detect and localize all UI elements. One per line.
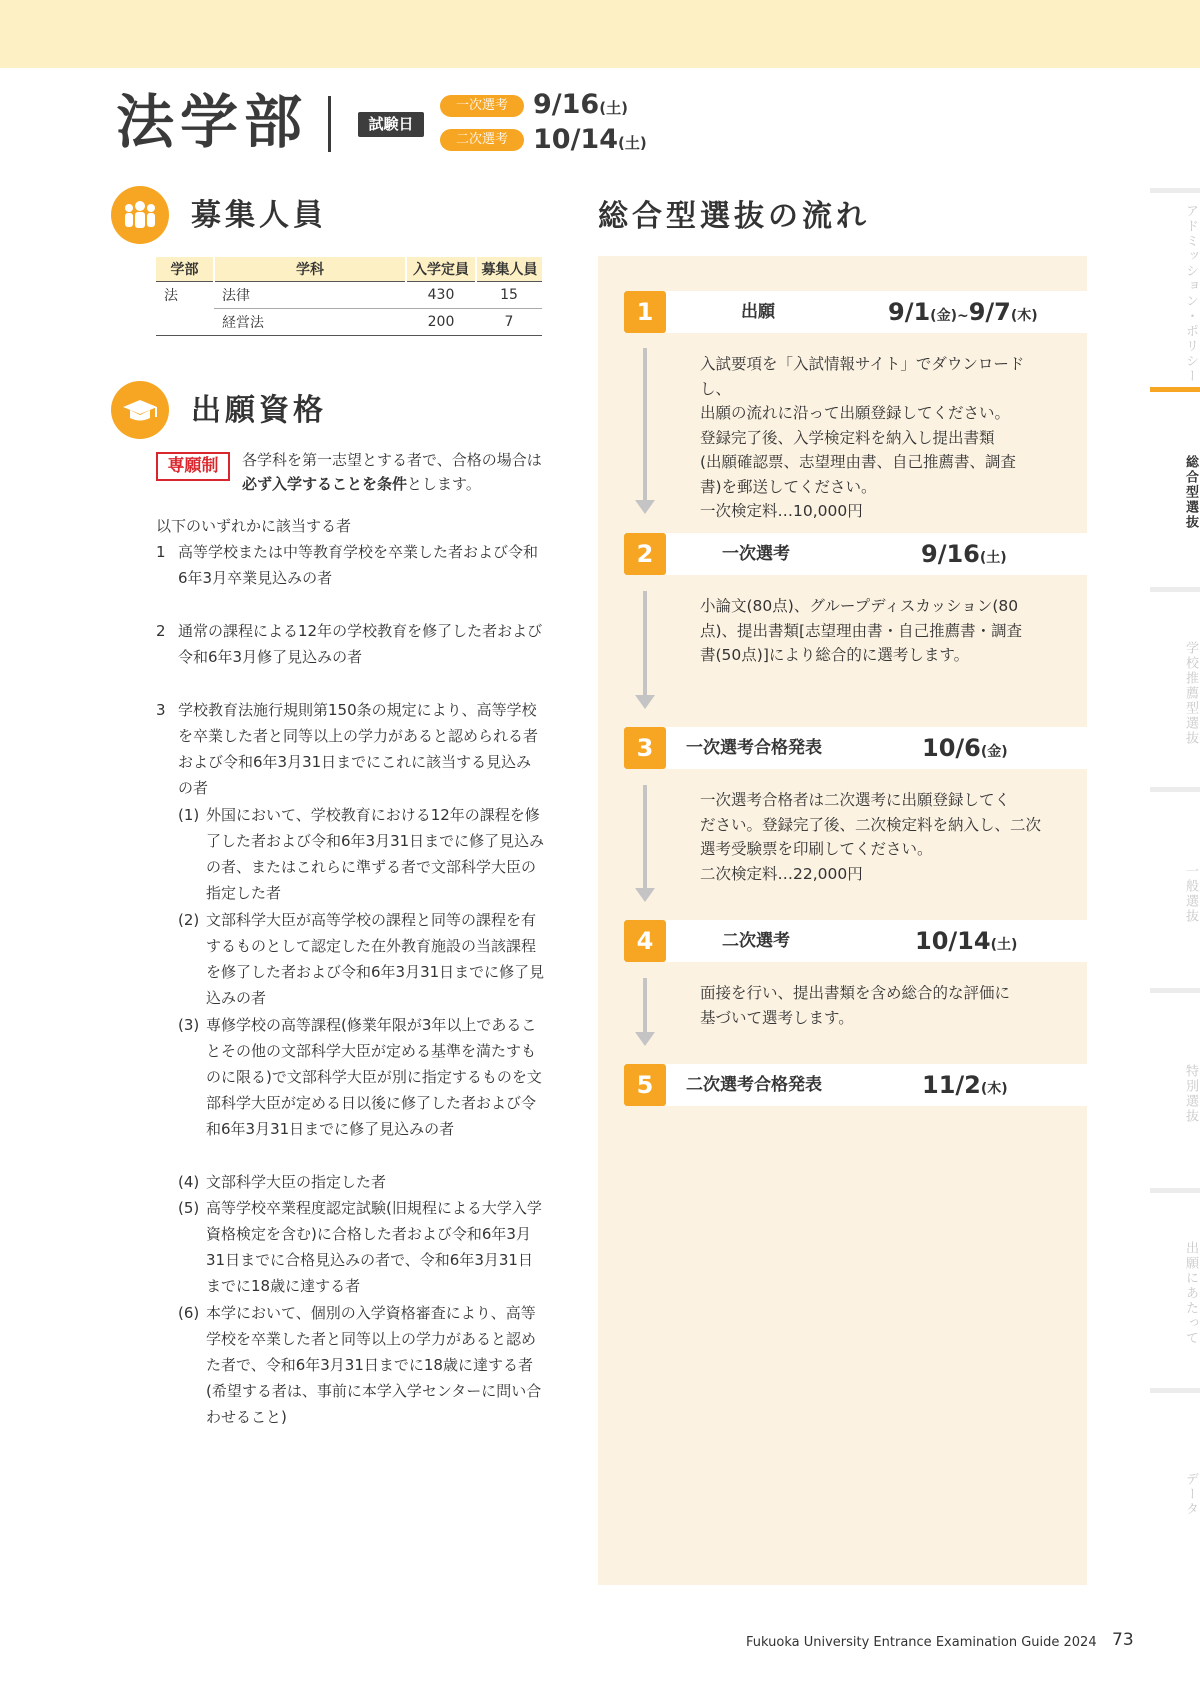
tab-school-recommendation[interactable]: 学校推薦型選抜 — [1183, 640, 1198, 746]
down-arrow-icon — [637, 978, 653, 1046]
subitem-number: (5) — [178, 1199, 200, 1217]
item-number: 3 — [156, 701, 166, 719]
step-dow-start: (土) — [990, 937, 1018, 953]
exclusive-text-post: とします。 — [407, 475, 481, 493]
table-row — [156, 308, 542, 335]
eligibility-subitem — [178, 1012, 546, 1142]
step-date — [922, 727, 1008, 773]
footer-guide-title: Fukuoka University Entrance Examination Guide 2024 — [746, 1635, 1097, 1650]
first-stage-pill: 一次選考 — [440, 95, 524, 117]
step-dow-end: (木) — [1010, 308, 1038, 324]
table-header-row — [156, 257, 542, 281]
step-dow-start: (金) — [930, 308, 957, 324]
step-description-line: 面接を行い、提出書類を含め総合的な評価に — [700, 984, 1011, 1002]
down-arrow-icon — [637, 785, 653, 902]
step-description-line: 選考受験票を印刷してください。 — [700, 840, 933, 858]
subitem-text: 外国において、学校教育における12年の課程を修了した者および令和6年3月31日までに修了見込みの者、またはこれらに準ずる者で文部科学大臣の指定した者 — [206, 806, 545, 902]
exclusive-badge: 専願制 — [156, 452, 230, 481]
subitem-number: (6) — [178, 1304, 200, 1322]
exclusive-text-pre: 各学科を第一志望とする者で、合格の場合は — [242, 451, 542, 469]
first-stage-date-value: 9/16 — [533, 89, 600, 120]
subitem-number: (3) — [178, 1016, 200, 1034]
col-recruit: 募集人員 — [476, 257, 542, 281]
tab-application-notes[interactable]: 出願にあたって — [1183, 1240, 1198, 1346]
cell-faculty — [156, 308, 214, 335]
cell-department: 法律 — [214, 281, 406, 308]
tab-divider — [1150, 1388, 1200, 1393]
step-label: 二次選考 — [722, 931, 790, 951]
step-description-line: 一次検定料…10,000円 — [700, 502, 863, 520]
eligibility-subitem — [178, 1195, 546, 1299]
col-faculty: 学部 — [156, 257, 214, 281]
table-row — [156, 281, 542, 308]
first-stage-date — [533, 90, 628, 123]
tab-divider — [1150, 587, 1200, 592]
step-description-line: 二次検定料…22,000円 — [700, 864, 863, 883]
eligibility-item — [156, 539, 546, 591]
step-description-line: 入試要項を「入試情報サイト」でダウンロードし、 — [700, 355, 1025, 398]
tab-divider — [1150, 787, 1200, 792]
step-description — [700, 788, 1050, 886]
cell-capacity: 200 — [406, 308, 476, 335]
step-bar — [624, 920, 1087, 962]
step-description-line: 出願の流れに沿って出願登録してください。 — [700, 404, 1011, 422]
eligibility-subitem — [178, 802, 546, 906]
subitem-text: 文部科学大臣の指定した者 — [206, 1173, 387, 1191]
step-number: 2 — [624, 533, 666, 575]
subitem-text: 専修学校の高等課程(修業年限が3年以上であることその他の文部科学大臣が定める基準を満たすものに限る)で文部科学大臣が別に指定するものを文部科学大臣が定める日以後に修了した者および令和6年3月31日までに修了見込みの者 — [206, 1016, 542, 1138]
step-date-start: 10/14 — [915, 927, 991, 955]
col-capacity: 入学定員 — [406, 257, 476, 281]
step-label: 出願 — [741, 302, 775, 322]
exam-day-badge: 試験日 — [358, 112, 424, 137]
step-date-separator: ~ — [956, 308, 969, 324]
exclusive-text-bold: 必ず入学することを条件 — [242, 475, 408, 493]
eligibility-subitem — [178, 1300, 546, 1430]
step-date-start: 9/1 — [888, 298, 931, 326]
page-number: 73 — [1112, 1630, 1134, 1650]
tab-divider — [1150, 988, 1200, 993]
recruitment-title: 募集人員 — [191, 198, 327, 233]
step-description-line: 基づいて選考します。 — [700, 1008, 854, 1027]
item-number: 2 — [156, 622, 166, 640]
tab-divider — [1150, 188, 1200, 193]
step-dow-start: (木) — [980, 1081, 1008, 1097]
tab-special-selection[interactable]: 特別選抜 — [1183, 1064, 1198, 1124]
step-description — [700, 594, 1050, 668]
top-color-band — [0, 0, 1200, 68]
col-department: 学科 — [214, 257, 406, 281]
step-date-start: 10/6 — [922, 734, 981, 762]
tab-admission-policy[interactable]: アドミッション・ポリシー — [1183, 204, 1198, 384]
subitem-number: (4) — [178, 1173, 200, 1191]
step-description — [700, 352, 1050, 524]
eligibility-item — [156, 618, 546, 670]
item-text: 高等学校または中等教育学校を卒業した者および令和6年3月卒業見込みの者 — [178, 543, 539, 587]
tab-divider — [1150, 1188, 1200, 1193]
cell-capacity: 430 — [406, 281, 476, 308]
step-description-line: 書)を郵送してください。 — [700, 477, 877, 496]
step-date-start: 11/2 — [922, 1071, 981, 1099]
step-date — [915, 920, 1017, 966]
subitem-text: 高等学校卒業程度認定試験(旧規程による大学入学資格検定を含む)に合格した者および令和6年3月31日までに合格見込みの者で、令和6年3月31日までに18歳に達する者 — [206, 1199, 542, 1295]
tab-general-selection[interactable]: 一般選抜 — [1183, 864, 1198, 924]
step-description-line: ださい。登録完了後、二次検定料を納入し、二次 — [700, 815, 1042, 834]
step-description-line: 登録完了後、入学検定料を納入し提出書類 — [700, 428, 995, 447]
down-arrow-icon — [637, 591, 653, 709]
faculty-title: 法学部 — [116, 88, 309, 156]
first-stage-dow: (土) — [599, 99, 628, 117]
subitem-number: (1) — [178, 806, 200, 824]
flow-title: 総合型選抜の流れ — [598, 199, 870, 234]
step-date — [888, 291, 1038, 337]
step-dow-start: (金) — [980, 744, 1008, 760]
title-divider — [328, 96, 331, 152]
subitem-text: 本学において、個別の入学資格審査により、高等学校を卒業した者と同等以上の学力があると認めた者で、令和6年3月31日までに18歳に達する者(希望する者は、事前に本学入学センターに問い合わせること) — [206, 1304, 542, 1426]
step-label: 二次選考合格発表 — [686, 1075, 822, 1095]
recruitment-table — [156, 257, 542, 336]
second-stage-dow: (土) — [618, 134, 647, 152]
down-arrow-icon — [637, 348, 653, 514]
step-bar — [624, 533, 1087, 575]
step-description-line: 点)、提出書類[志望理由書・自己推薦書・調査 — [700, 621, 1023, 640]
step-date — [922, 1064, 1008, 1110]
step-description — [700, 981, 1050, 1030]
exclusive-text — [242, 448, 552, 496]
step-date-end: 9/7 — [968, 298, 1011, 326]
people-icon — [111, 186, 169, 244]
cell-recruit: 15 — [476, 281, 542, 308]
tab-divider-active — [1150, 387, 1200, 392]
step-dow-start: (土) — [979, 550, 1007, 566]
eligibility-subitem — [178, 907, 546, 1011]
item-text: 通常の課程による12年の学校教育を修了した者および令和6年3月修了見込みの者 — [178, 622, 543, 666]
cell-faculty: 法 — [164, 287, 178, 304]
graduation-cap-icon — [111, 381, 169, 439]
item-number: 1 — [156, 543, 166, 561]
eligibility-item — [156, 697, 546, 801]
second-stage-pill: 二次選考 — [440, 129, 524, 151]
tab-data[interactable]: データ — [1183, 1471, 1198, 1517]
step-description-line: 一次選考合格者は二次選考に出願登録してく — [700, 791, 1011, 809]
item-text: 学校教育法施行規則第150条の規定により、高等学校を卒業した者と同等以上の学力があると認められる者および令和6年3月31日までにこれに該当する見込みの者 — [178, 701, 539, 797]
step-label: 一次選考 — [722, 544, 790, 564]
subitem-number: (2) — [178, 911, 200, 929]
eligibility-subitem — [178, 1169, 546, 1195]
step-description-line: 書(50点)]により総合的に選考します。 — [700, 646, 970, 664]
eligibility-intro: 以下のいずれかに該当する者 — [156, 517, 352, 535]
step-description-line: (出願確認票、志望理由書、自己推薦書、調査 — [700, 453, 1017, 471]
step-number: 3 — [624, 727, 666, 769]
step-number: 1 — [624, 291, 666, 333]
step-date — [921, 533, 1007, 579]
subitem-text: 文部科学大臣が高等学校の課程と同等の課程を有するものとして認定した在外教育施設の当該課程を修了した者および令和6年3月31日までに修了見込みの者 — [206, 911, 545, 1007]
step-date-start: 9/16 — [921, 540, 980, 568]
cell-recruit: 7 — [476, 308, 542, 335]
step-number: 4 — [624, 920, 666, 962]
second-stage-date — [533, 125, 647, 158]
step-label: 一次選考合格発表 — [686, 738, 822, 758]
step-number: 5 — [624, 1064, 666, 1106]
eligibility-title: 出願資格 — [191, 393, 327, 428]
step-description-line: 小論文(80点)、グループディスカッション(80 — [700, 597, 1019, 615]
second-stage-date-value: 10/14 — [533, 124, 619, 155]
cell-department: 経営法 — [214, 308, 406, 335]
tab-comprehensive-selection[interactable]: 総合型選抜 — [1183, 454, 1198, 530]
